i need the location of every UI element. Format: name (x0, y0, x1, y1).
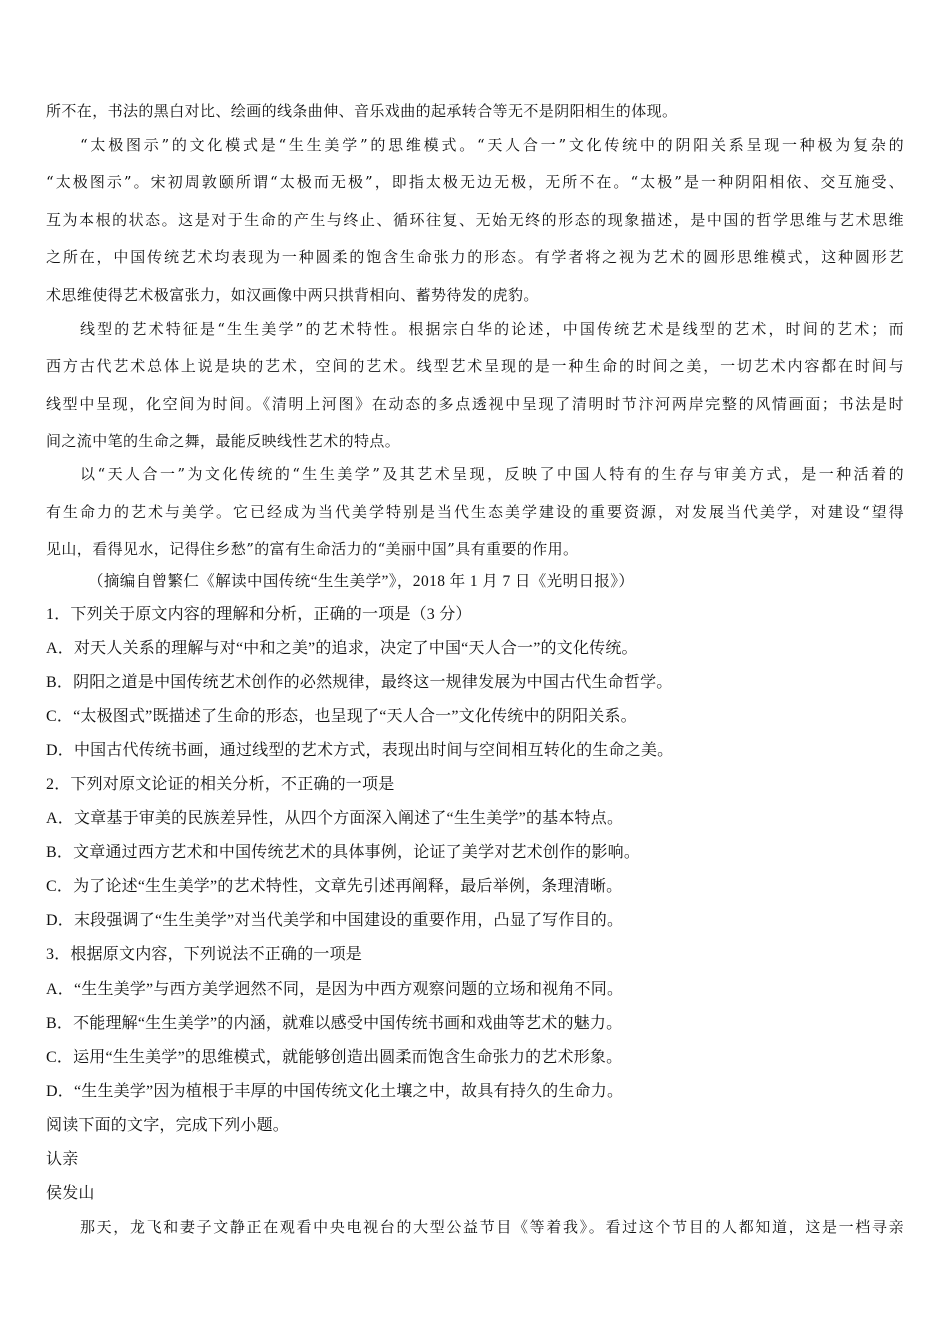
question-option: C．运用“生生美学”的思维模式，就能够创造出圆柔而饱含生命张力的艺术形象。 (46, 1049, 623, 1066)
question-option: B．文章通过西方艺术和中国传统艺术的具体事例，论证了美学对艺术创作的影响。 (46, 844, 641, 861)
question-option: C．为了论述“生生美学”的艺术特性，文章先引述再阐释，最后举例，条理清晰。 (46, 878, 623, 895)
story-title: 认亲 (46, 1151, 79, 1168)
paragraph-line: 西方古代艺术总体上说是块的艺术，空间的艺术。线型艺术呈现的是一种生命的时间之美，一切艺术内容都在时间与 (46, 357, 904, 375)
question-option: D．中国古代传统书画，通过线型的艺术方式，表现出时间与空间相互转化的生命之美。 (46, 742, 674, 759)
paragraph-line: 以“天人合一”为文化传统的“生生美学”及其艺术呈现，反映了中国人特有的生存与审美方式，是一种活着的 (80, 465, 904, 483)
paragraph-line: 线型的艺术特征是“生生美学”的艺术特性。根据宗白华的论述，中国传统艺术是线型的艺术，时间的艺术；而 (80, 320, 904, 338)
paragraph-line: “太极图示”的文化模式是“生生美学”的思维模式。“天人合一”文化传统中的阴阳关系呈现一种极为复杂的 (80, 136, 904, 154)
paragraph-line: 见山，看得见水，记得住乡愁”的富有生命活力的“美丽中国”具有重要的作用。 (46, 540, 579, 558)
reading-instruction: 阅读下面的文字，完成下列小题。 (46, 1117, 290, 1134)
paragraph-line: 间之流中笔的生命之舞，最能反映线性艺术的特点。 (46, 432, 401, 450)
question-stem: 3．根据原文内容，下列说法不正确的一项是 (46, 946, 363, 963)
story-author: 侯发山 (46, 1185, 95, 1202)
question-option: A．文章基于审美的民族差异性，从四个方面深入阐述了“生生美学”的基本特点。 (46, 810, 624, 827)
question-stem: 1．下列关于原文内容的理解和分析，正确的一项是（3 分） (46, 606, 472, 623)
question-option: B．不能理解“生生美学”的内涵，就难以感受中国传统书画和戏曲等艺术的魅力。 (46, 1015, 623, 1032)
source-citation: （摘编自曾繁仁《解读中国传统“生生美学”》，2018 年 1 月 7 日《光明日报》） (88, 573, 635, 590)
question-option: A．“生生美学”与西方美学迥然不同，是因为中西方观察问题的立场和视角不同。 (46, 981, 624, 998)
question-option: D．末段强调了“生生美学”对当代美学和中国建设的重要作用，凸显了写作目的。 (46, 912, 624, 929)
paragraph-line: 之所在，中国传统艺术均表现为一种圆柔的饱含生命张力的形态。有学者将之视为艺术的圆形思维模式，这种圆形艺 (46, 248, 904, 266)
question-option: C．“太极图式”既描述了生命的形态，也呈现了“天人合一”文化传统中的阴阳关系。 (46, 708, 637, 725)
question-stem: 2．下列对原文论证的相关分析，不正确的一项是 (46, 776, 395, 793)
paragraph-line: 术思维使得艺术极富张力，如汉画像中两只拱背相向、蓄势待发的虎豹。 (46, 286, 539, 304)
paragraph-line: 所不在，书法的黑白对比、绘画的线条曲伸、音乐戏曲的起承转合等无不是阴阳相生的体现。 (46, 102, 678, 120)
question-option: D．“生生美学”因为植根于丰厚的中国传统文化土壤之中，故具有持久的生命力。 (46, 1083, 624, 1100)
question-option: B．阴阳之道是中国传统艺术创作的必然规律，最终这一规律发展为中国古代生命哲学。 (46, 674, 673, 691)
question-option: A．对天人关系的理解与对“中和之美”的追求，决定了中国“天人合一”的文化传统。 (46, 640, 638, 657)
paragraph-line: “太极图示”。宋初周敦颐所谓“太极而无极”，即指太极无边无极，无所不在。“太极”是一种阴阳相依、交互施受、 (46, 173, 904, 191)
paragraph-line: 互为本根的状态。这是对于生命的产生与终止、循环往复、无始无终的形态的现象描述，是中国的哲学思维与艺术思维 (46, 211, 904, 229)
paragraph-line: 线型中呈现，化空间为时间。《清明上河图》在动态的多点透视中呈现了清明时节汴河两岸完整的风情画面；书法是时 (46, 395, 904, 413)
paragraph-line: 有生命力的艺术与美学。它已经成为当代美学特别是当代生态美学建设的重要资源，对发展当代美学，对建设“望得 (46, 503, 904, 521)
story-paragraph-line: 那天，龙飞和妻子文静正在观看中央电视台的大型公益节目《等着我》。看过这个节目的人都知道，这是一档寻亲 (80, 1218, 904, 1236)
